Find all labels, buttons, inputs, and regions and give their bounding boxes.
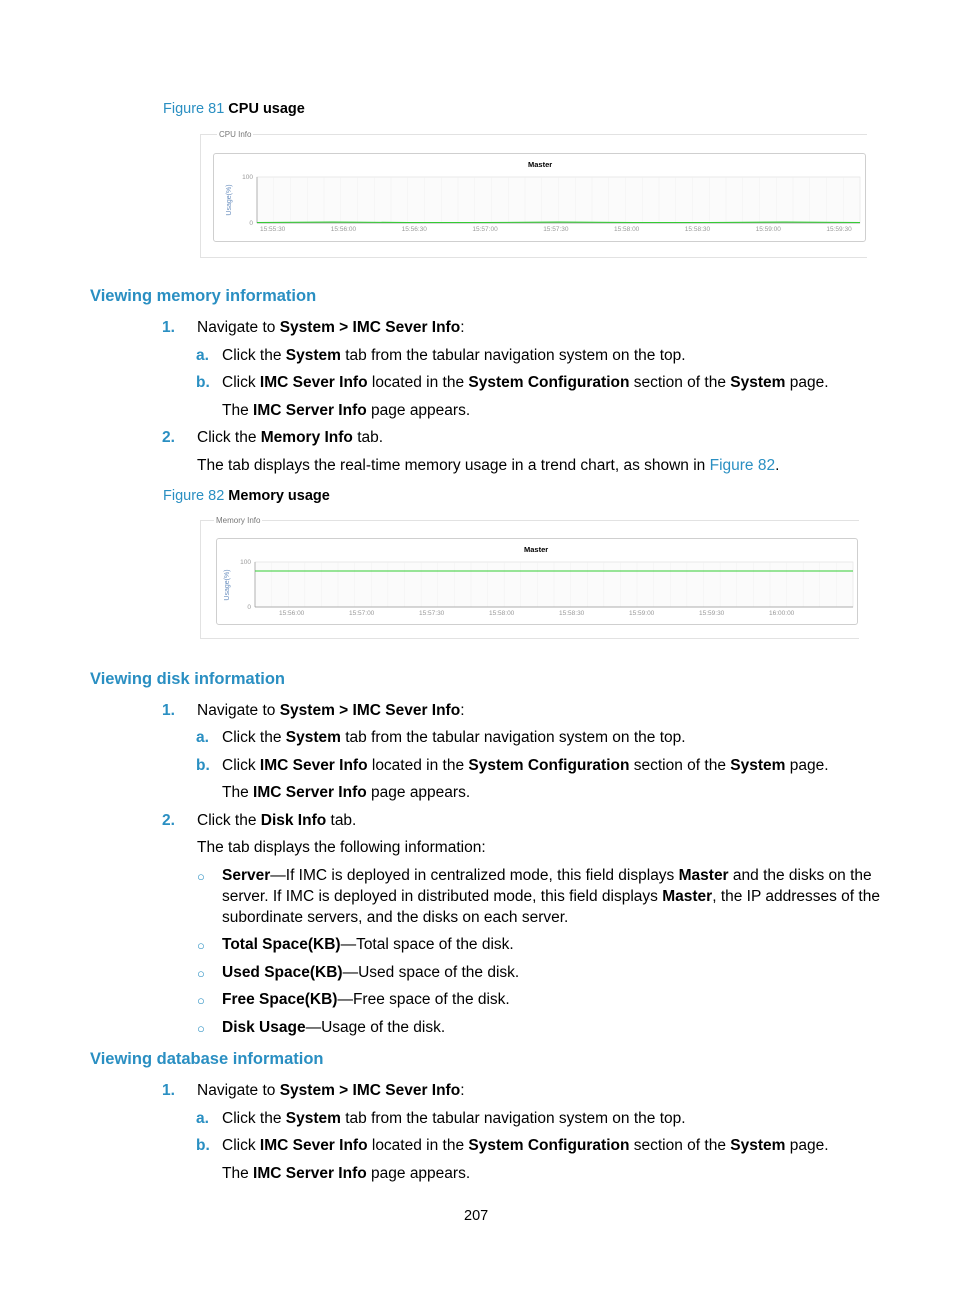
mem-step-b-result: The IMC Server Info page appears.: [222, 402, 471, 419]
figure-82-number: Figure 82: [163, 488, 225, 504]
memory-chart-title: Master: [524, 545, 549, 554]
disk-item-server-l3: subordinate servers, and the disks on each server.: [222, 909, 569, 926]
cpu-usage-chart: [214, 154, 865, 241]
bullet-icon: ○: [197, 869, 205, 884]
x-tick-label: 15:56:00: [330, 226, 357, 233]
figure-82-caption: [163, 488, 330, 504]
x-tick-label: 15:58:00: [489, 610, 515, 617]
x-tick-label: 15:58:30: [559, 610, 585, 617]
y-axis-label: Usage(%): [224, 569, 231, 601]
disk-step-2-text: Click the Disk Info tab.: [197, 812, 357, 829]
database-section-heading: Viewing database information: [90, 1050, 324, 1068]
x-tick-label: 15:56:00: [279, 610, 305, 617]
figure-81-number: Figure 81: [163, 101, 225, 117]
cpu-info-screenshot: [200, 130, 867, 258]
disk-step-1-num: 1.: [162, 702, 175, 719]
figure-82-title: Memory usage: [228, 488, 330, 504]
db-step-b-text: Click IMC Sever Info located in the System Configuration section of the System page.: [222, 1137, 829, 1154]
cpu-info-panel-title: CPU Info: [219, 130, 252, 139]
x-tick-label: 15:59:30: [699, 610, 725, 617]
db-step-a-num: a.: [196, 1110, 209, 1127]
disk-item-free-space: Free Space(KB)—Free space of the disk.: [222, 991, 510, 1008]
x-tick-label: 15:59:30: [826, 226, 852, 233]
disk-item-server-l1: Server—If IMC is deployed in centralized mode, this field displays Master and the disks on the: [222, 867, 872, 884]
disk-step-2-desc: The tab displays the following information:: [197, 839, 486, 856]
disk-step-1-text: Navigate to System > IMC Sever Info:: [197, 702, 465, 719]
mem-step-a-num: a.: [196, 347, 209, 364]
disk-step-b-num: b.: [196, 757, 210, 774]
db-step-b-num: b.: [196, 1137, 210, 1154]
x-tick-label: 15:59:00: [755, 226, 781, 233]
figure-81-caption: [163, 101, 305, 117]
memory-info-panel-title: Memory Info: [216, 516, 261, 525]
memory-usage-chart: [217, 539, 857, 624]
page-number: 207: [464, 1208, 489, 1224]
y-tick-label: 100: [240, 559, 251, 566]
x-tick-label: 15:58:00: [614, 226, 640, 233]
x-tick-label: 15:57:30: [543, 226, 569, 233]
disk-step-b-text: Click IMC Sever Info located in the System Configuration section of the System page.: [222, 757, 829, 774]
disk-item-used-space: Used Space(KB)—Used space of the disk.: [222, 964, 520, 981]
disk-item-server-l2: server. If IMC is deployed in distributed mode, this field displays Master, the IP addresses of the: [222, 888, 880, 905]
disk-step-2-num: 2.: [162, 812, 175, 829]
mem-step-2-text: Click the Memory Info tab.: [197, 429, 384, 446]
bullet-icon: ○: [197, 966, 205, 981]
y-axis-label: Usage(%): [226, 184, 233, 216]
y-tick-label: 0: [249, 220, 253, 227]
disk-step-b-result: The IMC Server Info page appears.: [222, 784, 471, 801]
disk-step-a-num: a.: [196, 729, 209, 746]
db-step-b-result: The IMC Server Info page appears.: [222, 1165, 471, 1182]
disk-item-disk-usage: Disk Usage—Usage of the disk.: [222, 1019, 446, 1036]
memory-info-screenshot: [200, 516, 859, 639]
db-step-1-num: 1.: [162, 1082, 175, 1099]
x-tick-label: 15:59:00: [629, 610, 655, 617]
y-tick-label: 100: [242, 174, 253, 181]
bullet-icon: ○: [197, 938, 205, 953]
cpu-chart-title: Master: [528, 160, 553, 169]
mem-step-b-text: Click IMC Sever Info located in the System Configuration section of the System page.: [222, 374, 829, 391]
memory-section-heading: Viewing memory information: [90, 287, 317, 305]
x-tick-label: 16:00:00: [769, 610, 795, 617]
cpu-chart-panel: [213, 153, 866, 242]
figure-82-link[interactable]: Figure 82: [709, 457, 776, 474]
db-step-a-text: Click the System tab from the tabular navigation system on the top.: [222, 1110, 686, 1127]
disk-item-total-space: Total Space(KB)—Total space of the disk.: [222, 936, 514, 953]
mem-step-b-num: b.: [196, 374, 210, 391]
mem-step-2-desc: The tab displays the real-time memory usage in a trend chart, as shown in Figure 82.: [197, 457, 780, 474]
figure-81-title: CPU usage: [228, 101, 305, 117]
db-step-1-text: Navigate to System > IMC Sever Info:: [197, 1082, 465, 1099]
x-tick-label: 15:57:00: [472, 226, 498, 233]
x-tick-label: 15:57:00: [349, 610, 375, 617]
x-tick-label: 15:56:30: [401, 226, 427, 233]
memory-chart-panel: [216, 538, 858, 625]
disk-section-heading: Viewing disk information: [90, 670, 285, 688]
bullet-icon: ○: [197, 1021, 205, 1036]
mem-step-1-text: Navigate to System > IMC Sever Info:: [197, 319, 465, 336]
mem-step-2-num: 2.: [162, 429, 175, 446]
disk-step-a-text: Click the System tab from the tabular navigation system on the top.: [222, 729, 686, 746]
x-tick-label: 15:55:30: [260, 226, 286, 233]
bullet-icon: ○: [197, 993, 205, 1008]
mem-step-1: 1.: [162, 319, 175, 336]
y-tick-label: 0: [247, 604, 251, 611]
x-tick-label: 15:58:30: [684, 226, 711, 233]
x-tick-label: 15:57:30: [419, 610, 445, 617]
mem-step-a-text: Click the System tab from the tabular navigation system on the top.: [222, 347, 686, 364]
